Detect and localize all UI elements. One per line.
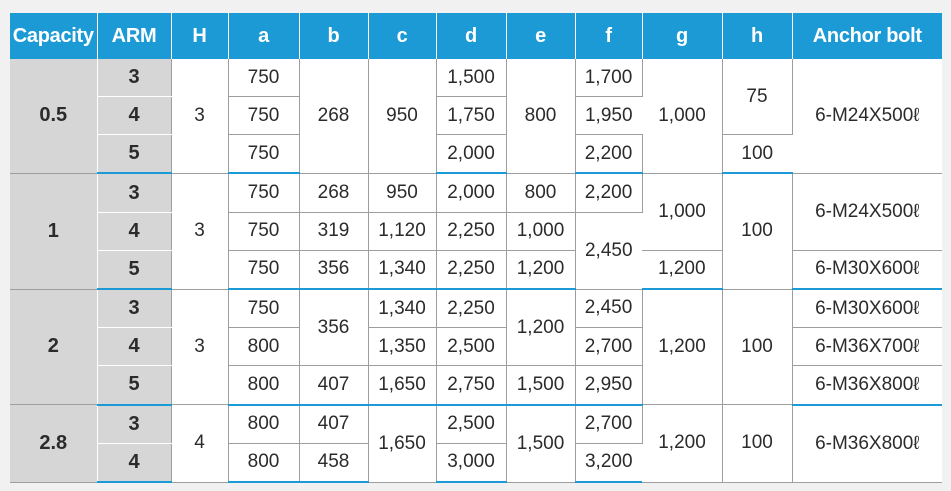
c-cell: 1,350 <box>368 328 436 366</box>
capacity-cell: 2 <box>10 289 97 405</box>
a-cell: 800 <box>228 405 299 444</box>
d-cell: 1,500 <box>436 59 506 97</box>
f-cell: 2,200 <box>575 135 642 174</box>
e-cell: 1,500 <box>506 366 575 405</box>
g-cell: 1,200 <box>642 405 722 482</box>
table-row <box>10 59 942 97</box>
g-cell: 1,000 <box>642 59 722 173</box>
a-cell: 800 <box>228 366 299 405</box>
e-cell: 800 <box>506 173 575 212</box>
anchor-bolt-cell: 6-M30X600ℓ <box>792 250 942 289</box>
e-cell: 1,000 <box>506 212 575 250</box>
c-cell: 1,650 <box>368 405 436 482</box>
header-g: g <box>642 13 722 59</box>
arm-cell: 4 <box>97 212 171 250</box>
b-cell: 268 <box>299 173 368 212</box>
c-cell: 1,340 <box>368 289 436 328</box>
table-row <box>10 173 942 212</box>
e-cell: 1,200 <box>506 250 575 289</box>
a-cell: 800 <box>228 328 299 366</box>
header-capacity: Capacity <box>10 13 97 59</box>
arm-cell: 5 <box>97 366 171 405</box>
g-cell: 1,200 <box>642 250 722 289</box>
b-cell: 319 <box>299 212 368 250</box>
arm-cell: 3 <box>97 59 171 97</box>
capacity-cell: 2.8 <box>10 405 97 482</box>
header-a: a <box>228 13 299 59</box>
a-cell: 750 <box>228 173 299 212</box>
f-cell: 2,700 <box>575 328 642 366</box>
d-cell: 2,250 <box>436 289 506 328</box>
header-f: f <box>575 13 642 59</box>
H-cell: 3 <box>171 289 228 405</box>
f-cell: 2,450 <box>575 212 642 289</box>
c-cell: 1,650 <box>368 366 436 405</box>
header-c: c <box>368 13 436 59</box>
b-cell: 407 <box>299 405 368 444</box>
a-cell: 750 <box>228 97 299 135</box>
d-cell: 2,750 <box>436 366 506 405</box>
table-row <box>10 366 942 405</box>
g-cell: 1,000 <box>642 173 722 250</box>
f-cell: 2,950 <box>575 366 642 405</box>
header-b: b <box>299 13 368 59</box>
f-cell: 1,950 <box>575 97 642 135</box>
a-cell: 750 <box>228 212 299 250</box>
anchor-bolt-cell: 6-M36X800ℓ <box>792 405 942 482</box>
table-row <box>10 250 942 289</box>
c-cell: 950 <box>368 173 436 212</box>
a-cell: 750 <box>228 250 299 289</box>
arm-cell: 3 <box>97 405 171 444</box>
capacity-cell: 0.5 <box>10 59 97 173</box>
arm-cell: 4 <box>97 97 171 135</box>
d-cell: 2,000 <box>436 135 506 174</box>
H-cell: 3 <box>171 59 228 173</box>
f-cell: 1,700 <box>575 59 642 97</box>
b-cell: 458 <box>299 443 368 482</box>
anchor-bolt-cell: 6-M36X700ℓ <box>792 328 942 366</box>
d-cell: 1,750 <box>436 97 506 135</box>
b-cell: 407 <box>299 366 368 405</box>
d-cell: 2,500 <box>436 405 506 444</box>
header-d: d <box>436 13 506 59</box>
e-cell: 800 <box>506 59 575 173</box>
h-cell: 100 <box>722 405 792 482</box>
arm-cell: 5 <box>97 135 171 174</box>
table-row <box>10 289 942 328</box>
header-anchor-bolt: Anchor bolt <box>792 13 942 59</box>
arm-cell: 5 <box>97 250 171 289</box>
a-cell: 750 <box>228 289 299 328</box>
header-arm: ARM <box>97 13 171 59</box>
anchor-bolt-cell: 6-M36X800ℓ <box>792 366 942 405</box>
d-cell: 2,500 <box>436 328 506 366</box>
capacity-cell: 1 <box>10 173 97 289</box>
f-cell: 3,200 <box>575 443 642 482</box>
b-cell: 268 <box>299 59 368 173</box>
f-cell: 2,700 <box>575 405 642 444</box>
e-cell: 1,200 <box>506 289 575 366</box>
h-cell: 100 <box>722 135 792 174</box>
header-h: h <box>722 13 792 59</box>
f-cell: 2,200 <box>575 173 642 212</box>
d-cell: 2,250 <box>436 250 506 289</box>
c-cell: 1,120 <box>368 212 436 250</box>
g-cell: 1,200 <box>642 289 722 405</box>
anchor-bolt-cell: 6-M30X600ℓ <box>792 289 942 328</box>
c-cell: 1,340 <box>368 250 436 289</box>
a-cell: 750 <box>228 135 299 174</box>
e-cell: 1,500 <box>506 405 575 482</box>
arm-cell: 4 <box>97 443 171 482</box>
d-cell: 3,000 <box>436 443 506 482</box>
arm-cell: 4 <box>97 328 171 366</box>
h-cell: 100 <box>722 289 792 405</box>
table-row <box>10 405 942 444</box>
anchor-bolt-cell: 6-M24X500ℓ <box>792 59 942 173</box>
a-cell: 800 <box>228 443 299 482</box>
a-cell: 750 <box>228 59 299 97</box>
spec-table-container <box>10 13 942 483</box>
anchor-bolt-cell: 6-M24X500ℓ <box>792 173 942 250</box>
specification-table <box>10 13 942 483</box>
c-cell: 950 <box>368 59 436 173</box>
header-H: H <box>171 13 228 59</box>
d-cell: 2,250 <box>436 212 506 250</box>
b-cell: 356 <box>299 250 368 289</box>
h-cell: 75 <box>722 59 792 135</box>
arm-cell: 3 <box>97 173 171 212</box>
H-cell: 3 <box>171 173 228 289</box>
header-e: e <box>506 13 575 59</box>
header-row <box>10 13 942 59</box>
table-row <box>10 328 942 366</box>
arm-cell: 3 <box>97 289 171 328</box>
d-cell: 2,000 <box>436 173 506 212</box>
h-cell: 100 <box>722 173 792 289</box>
b-cell: 356 <box>299 289 368 366</box>
H-cell: 4 <box>171 405 228 482</box>
f-cell: 2,450 <box>575 289 642 328</box>
